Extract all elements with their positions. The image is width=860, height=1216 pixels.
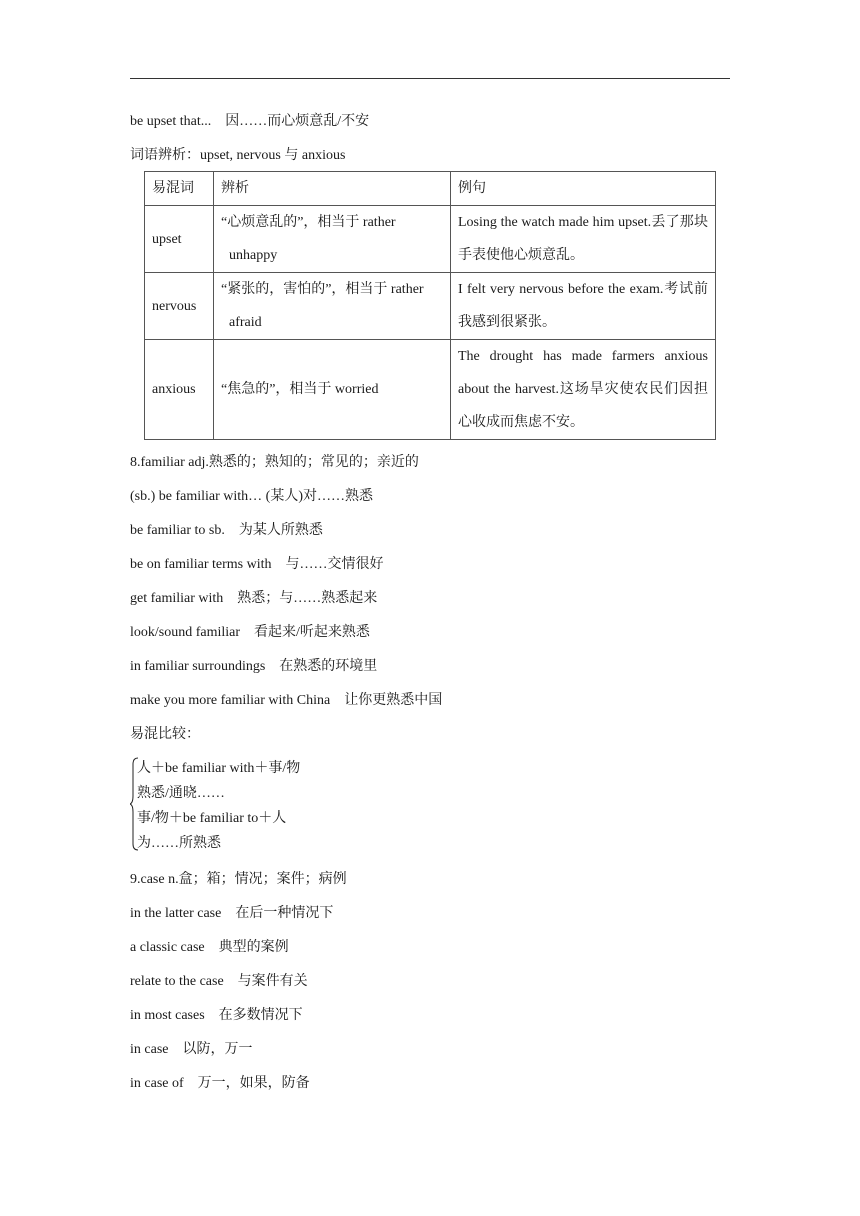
table-row: [145, 206, 716, 273]
case-heading: 9.case n.盒；箱；情况；案件；病例: [130, 872, 347, 887]
phrase-line: be on familiar terms with 与……交情很好: [130, 557, 384, 572]
analysis-cell: [214, 273, 451, 340]
phrase-line: make you more familiar with China 让你更熟悉中国: [130, 693, 443, 708]
header-rule: [130, 78, 730, 79]
phrase-line: get familiar with 熟悉；与……熟悉起来: [130, 591, 378, 606]
upset-that-line: be upset that... 因……而心烦意乱/不安: [130, 114, 370, 129]
phrase-line: in most cases 在多数情况下: [130, 1008, 303, 1023]
comparison-brace-block: [130, 756, 430, 852]
phrase-line: in the latter case 在后一种情况下: [130, 906, 334, 921]
analysis-line: afraid: [229, 315, 262, 330]
phrase-line: (sb.) be familiar with… (某人)对……熟悉: [130, 489, 374, 504]
phrase-line: in case 以防，万一: [130, 1042, 253, 1057]
analysis-line: “紧张的，害怕的”，相当于 rather: [221, 282, 424, 297]
analysis-cell: “焦急的”，相当于 worried: [214, 340, 451, 440]
phrase-line: be familiar to sb. 为某人所熟悉: [130, 523, 323, 538]
phrase-line: in familiar surroundings 在熟悉的环境里: [130, 659, 378, 674]
brace-line: 为……所熟悉: [137, 836, 221, 851]
brace-line: 熟悉/通晓……: [137, 786, 225, 801]
word-comparison-table: [144, 171, 716, 440]
phrase-line: in case of 万一，如果，防备: [130, 1076, 310, 1091]
phrase-line: look/sound familiar 看起来/听起来熟悉: [130, 625, 370, 640]
example-cell: The drought has made farmers anxious about the harvest.这场旱灾使农民们因担心收成而焦虑不安。: [451, 340, 716, 440]
table-row: [145, 273, 716, 340]
header-cell-example: 例句: [451, 172, 716, 206]
familiar-heading: 8.familiar adj.熟悉的；熟知的；常见的；亲近的: [130, 455, 419, 470]
table-row: [145, 340, 716, 440]
compare-title: 易混比较：: [130, 727, 200, 742]
brace-line: 人＋be familiar with＋事/物: [137, 761, 301, 776]
analysis-title: 词语辨析：upset, nervous 与 anxious: [130, 148, 346, 163]
word-cell: anxious: [145, 340, 214, 440]
analysis-line: “心烦意乱的”，相当于 rather: [221, 215, 396, 230]
phrase-line: relate to the case 与案件有关: [130, 974, 308, 989]
word-cell: upset: [145, 206, 214, 273]
analysis-line: unhappy: [229, 248, 278, 263]
word-cell: nervous: [145, 273, 214, 340]
table-header-row: [145, 172, 716, 206]
header-cell-word: 易混词: [145, 172, 214, 206]
example-cell: I felt very nervous before the exam.考试前我感到很紧张。: [451, 273, 716, 340]
brace-line: 事/物＋be familiar to＋人: [137, 811, 287, 826]
header-cell-analysis: 辨析: [214, 172, 451, 206]
phrase-line: a classic case 典型的案例: [130, 940, 289, 955]
analysis-cell: [214, 206, 451, 273]
example-cell: Losing the watch made him upset.丢了那块手表使他心烦意乱。: [451, 206, 716, 273]
